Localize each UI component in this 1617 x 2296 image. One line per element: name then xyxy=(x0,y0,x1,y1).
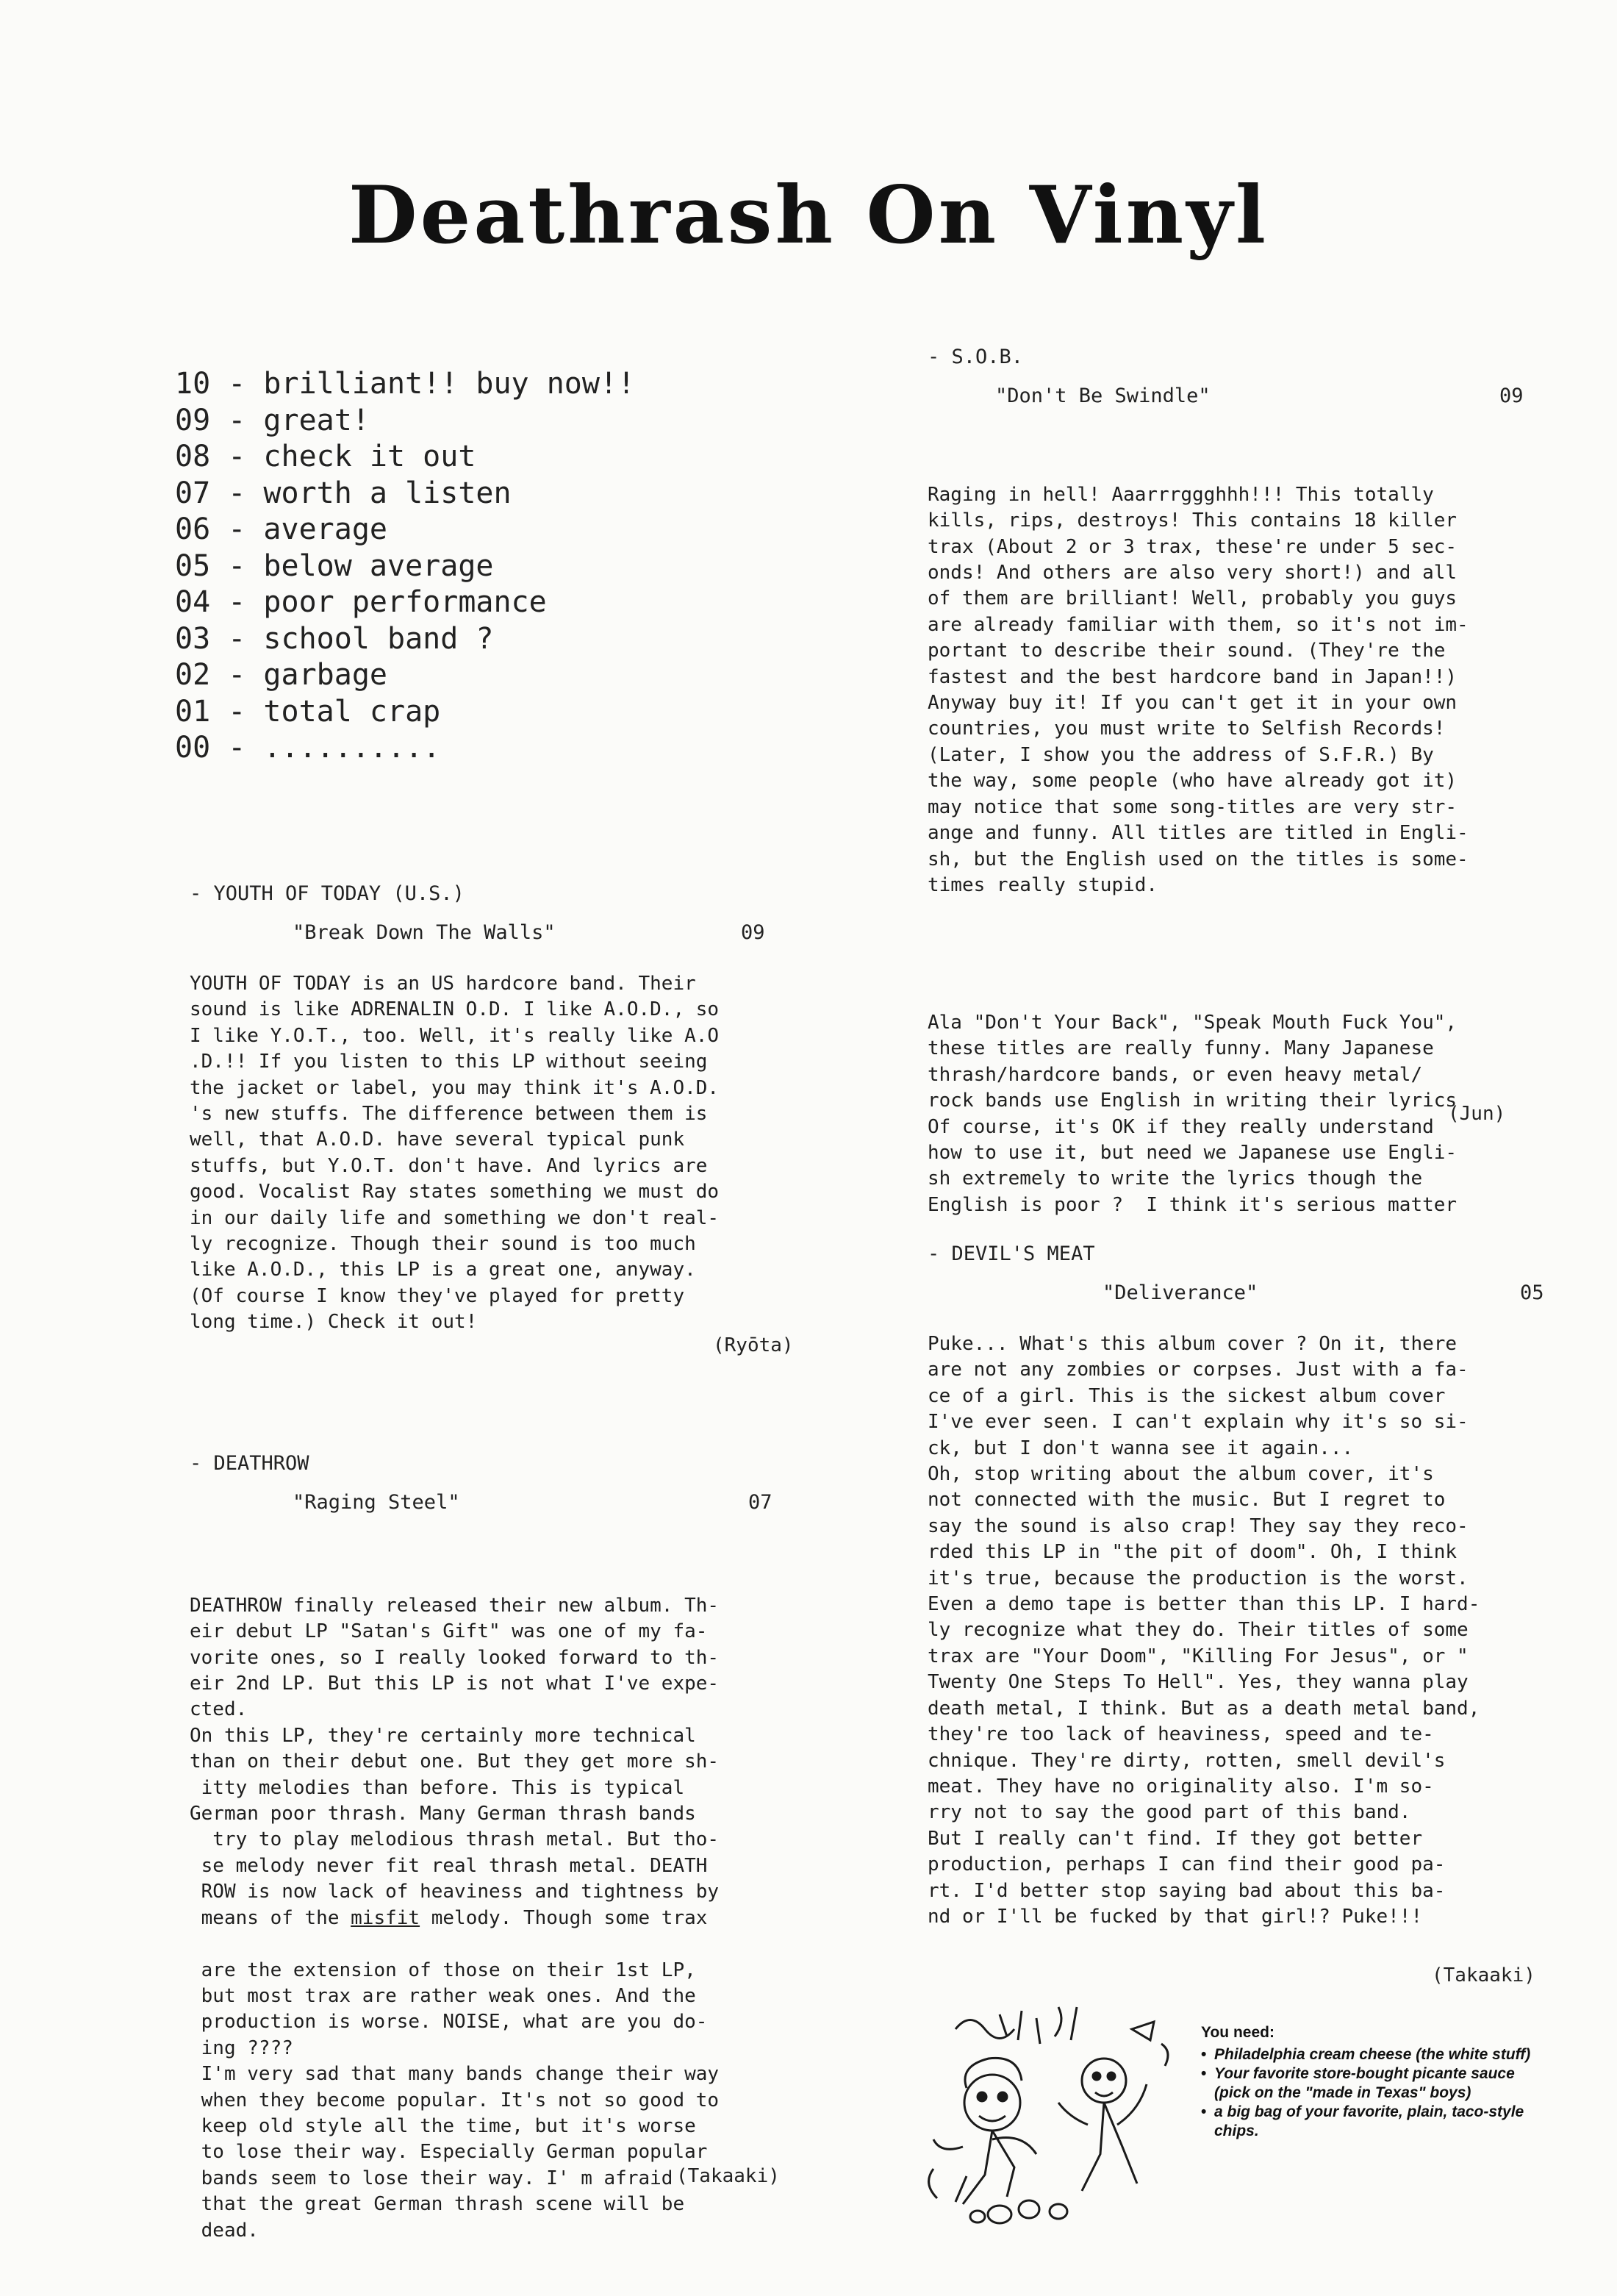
text-line: .D.!! If you listen to this LP without seeing xyxy=(190,1051,708,1073)
review-author: (Ryōta) xyxy=(713,1334,794,1356)
text-line: ck, but I don't wanna see it again... xyxy=(928,1437,1354,1459)
page-title: Deathrash On Vinyl xyxy=(348,169,1269,262)
text-line: I like Y.O.T., too. Well, it's really like A.O xyxy=(190,1024,720,1047)
review-album-title: "Raging Steel" xyxy=(293,1491,460,1514)
rating-row: 08 - check it out xyxy=(175,440,476,473)
rating-row: 06 - average xyxy=(175,512,387,546)
underlined-word: misfit xyxy=(351,1906,420,1929)
review-album-title: "Break Down The Walls" xyxy=(293,921,556,944)
recipe-item: • Philadelphia cream cheese (the white stuff) xyxy=(1201,2045,1554,2064)
text-line: when they become popular. It's not so good to xyxy=(190,2089,720,2111)
text-line: sh, but the English used on the titles is some- xyxy=(928,848,1469,870)
text-line: rded this LP in "the pit of doom". Oh, I think xyxy=(928,1541,1458,1564)
text-line: dead. xyxy=(190,2219,259,2242)
text-line: they're too lack of heaviness, speed and te- xyxy=(928,1723,1434,1746)
text-line: eir 2nd LP. But this LP is not what I've expe- xyxy=(190,1673,720,1695)
review-body xyxy=(190,971,836,1336)
text-line: portant to describe their sound. (They're the xyxy=(928,640,1446,662)
text-line: DEATHROW finally released their new album. Th- xyxy=(190,1594,720,1617)
recipe-item: • a big bag of your favorite, plain, taco-style chips. xyxy=(1201,2103,1554,2141)
rating-row: 01 - total crap xyxy=(175,694,441,729)
text-line: like A.O.D., this LP is a great one, anyway. xyxy=(190,1259,696,1281)
text-line: chnique. They're dirty, rotten, smell devil's xyxy=(928,1749,1446,1772)
text-line: I've ever seen. I can't explain why it's so si- xyxy=(928,1411,1469,1434)
text-line: Ala "Don't Your Back", "Speak Mouth Fuck You", xyxy=(928,1011,1458,1034)
recipe-heading: You need: xyxy=(1201,2024,1274,2041)
text-line: stuffs, but Y.O.T. don't have. And lyrics are xyxy=(190,1154,708,1177)
text-line: nd or I'll be fucked by that girl!? Puke!!! xyxy=(928,1905,1423,1928)
text-line: say the sound is also crap! They say they reco- xyxy=(928,1514,1469,1537)
review-album-title: "Deliverance" xyxy=(1102,1281,1258,1304)
text-line: keep old style all the time, but it's worse xyxy=(190,2114,696,2137)
text-line: are the extension of those on their 1st LP, xyxy=(190,1959,696,1981)
text-line: try to play melodious thrash metal. But tho- xyxy=(190,1828,720,1851)
text-line: YOUTH OF TODAY is an US hardcore band. Their xyxy=(190,973,696,995)
text-line: rry not to say the good part of this band. xyxy=(928,1801,1411,1824)
rating-row: 03 - school band ? xyxy=(175,621,494,656)
review-score: 09 xyxy=(1499,385,1524,407)
rating-row: 00 - .......... xyxy=(175,731,441,765)
text-line: of them are brilliant! Well, probably you guys xyxy=(928,587,1458,610)
review-score: 07 xyxy=(748,1491,772,1514)
text-line: vorite ones, so I really looked forward to th- xyxy=(190,1646,720,1669)
rating-row: 10 - brilliant!! buy now!! xyxy=(175,367,636,401)
text-line: sound is like ADRENALIN O.D. I like A.O.D., so xyxy=(190,998,720,1021)
text-line: death metal, I think. But as a death metal band, xyxy=(928,1697,1480,1720)
text-line: Raging in hell! Aaarrrggghhh!!! This totally xyxy=(928,483,1434,506)
text-line: Puke... What's this album cover ? On it, there xyxy=(928,1333,1458,1355)
text-line: but most trax are rather weak ones. And the xyxy=(190,1984,696,2007)
text-line: Of course, it's OK if they really understand xyxy=(928,1115,1434,1138)
text-line: may notice that some song-titles are very str- xyxy=(928,795,1458,818)
text-line: rock bands use English in writing their lyrics xyxy=(928,1090,1458,1112)
text-line: eir debut LP "Satan's Gift" was one of my fa- xyxy=(190,1620,708,1643)
rating-row: 04 - poor performance xyxy=(175,585,547,619)
rating-row: 02 - garbage xyxy=(175,658,387,692)
text-line: On this LP, they're certainly more technical xyxy=(190,1724,696,1747)
text-line: Twenty One Steps To Hell". Yes, they wanna play xyxy=(928,1671,1469,1694)
text-line: (Of course I know they've played for pretty xyxy=(190,1284,685,1307)
text-line: means of the xyxy=(190,1906,351,1929)
text-line: production, perhaps I can find their good pa- xyxy=(928,1853,1446,1876)
review-album-title: "Don't Be Swindle" xyxy=(995,385,1211,407)
text-line: But I really can't find. If they got better xyxy=(928,1827,1423,1850)
text-line: the jacket or label, you may think it's A.O.D. xyxy=(190,1076,720,1099)
text-line: Even a demo tape is better than this LP. I hard- xyxy=(928,1593,1480,1616)
text-line: bands seem to lose their way. I' m afraid xyxy=(190,2167,673,2189)
text-line: that the great German thrash scene will be xyxy=(190,2193,685,2216)
text-line: meat. They have no originality also. I'm so- xyxy=(928,1775,1434,1798)
text-line: ly recognize. Though their sound is too much xyxy=(190,1233,696,1256)
text-line: ce of a girl. This is the sickest album cover xyxy=(928,1384,1446,1407)
review-body xyxy=(928,1331,1574,1930)
text-line: it's true, because the production is the worst. xyxy=(928,1567,1469,1589)
review-youth-of-today xyxy=(190,882,836,1356)
text-line: than on their debut one. But they get more sh- xyxy=(190,1750,720,1773)
text-line: (Later, I show you the address of S.F.R.) By xyxy=(928,743,1434,766)
review-score: 05 xyxy=(1520,1281,1544,1304)
text-line: Anyway buy it! If you can't get it in your own xyxy=(928,692,1458,715)
text-line: the way, some people (who have already got it) xyxy=(928,770,1458,793)
review-body-part: melody. Though some trax xyxy=(420,1906,708,1929)
text-line: onds! And others are also very short!) and all xyxy=(928,562,1458,584)
text-line: production is worse. NOISE, what are you do- xyxy=(190,2011,708,2034)
rating-row: 09 - great! xyxy=(175,403,370,437)
review-devils-meat xyxy=(928,1242,1574,1986)
text-line: countries, you must write to Selfish Records! xyxy=(928,718,1446,740)
review-band-name: - DEVIL'S MEAT xyxy=(928,1242,1095,1265)
recipe-box xyxy=(1201,2023,1554,2141)
text-line: trax (About 2 or 3 trax, these're under 5 sec- xyxy=(928,535,1458,558)
text-line: rt. I'd better stop saying bad about this ba- xyxy=(928,1879,1446,1902)
review-author: (Takaaki) xyxy=(676,2165,780,2187)
text-line: ly recognize what they do. Their titles of some xyxy=(928,1619,1469,1642)
text-line: well, that A.O.D. have several typical punk xyxy=(190,1129,685,1151)
text-line: kills, rips, destroys! This contains 18 killer xyxy=(928,509,1458,532)
text-line: ing ???? xyxy=(190,2036,293,2059)
text-line: are already familiar with them, so it's not im- xyxy=(928,613,1469,636)
text-line: in our daily life and something we don't real- xyxy=(190,1206,720,1229)
recipe-item: • Your favorite store-bought picante sauce (pick on the "made in Texas" boys) xyxy=(1201,2064,1554,2103)
review-deathrow xyxy=(190,1452,836,2296)
review-body-part xyxy=(928,482,1574,899)
text-line: fastest and the best hardcore band in Japan!!) xyxy=(928,665,1458,688)
text-line: se melody never fit real thrash metal. DEATH xyxy=(190,1854,708,1877)
text-line: long time.) Check it out! xyxy=(190,1311,478,1334)
text-line: German poor thrash. Many German thrash bands xyxy=(190,1803,696,1825)
review-body-part xyxy=(190,1958,836,2244)
text-line: 's new stuffs. The difference between them is xyxy=(190,1103,708,1126)
text-line: Oh, stop writing about the album cover, it's xyxy=(928,1463,1434,1486)
text-line: I'm very sad that many bands change their way xyxy=(190,2063,720,2086)
text-line: ROW is now lack of heaviness and tightness by xyxy=(190,1881,720,1903)
text-line: itty melodies than before. This is typical xyxy=(190,1776,685,1799)
text-line: good. Vocalist Ray states something we must do xyxy=(190,1181,720,1204)
recipe-list xyxy=(1201,2045,1554,2141)
rating-row: 05 - below average xyxy=(175,548,494,583)
cartoon-illustration xyxy=(911,2000,1191,2228)
review-author: (Jun) xyxy=(1448,1103,1506,1125)
review-band-name: - DEATHROW xyxy=(190,1452,309,1475)
text-line: how to use it, but need we Japanese use Engli- xyxy=(928,1141,1458,1164)
review-sob xyxy=(928,346,1574,1270)
text-line: trax are "Your Doom", "Killing For Jesus", or " xyxy=(928,1645,1469,1667)
rating-scale xyxy=(175,366,635,767)
rating-row: 07 - worth a listen xyxy=(175,476,512,510)
text-line: ange and funny. All titles are titled in Engli- xyxy=(928,822,1469,845)
text-line: these titles are really funny. Many Japanese xyxy=(928,1037,1434,1060)
text-line: not connected with the music. But I regret to xyxy=(928,1489,1446,1512)
review-band-name: - S.O.B. xyxy=(928,346,1024,368)
text-line: are not any zombies or corpses. Just with a fa- xyxy=(928,1359,1469,1381)
review-score: 09 xyxy=(741,921,765,944)
text-line: sh extremely to write the lyrics though the xyxy=(928,1167,1423,1190)
text-line: cted. xyxy=(190,1698,248,1721)
review-band-name: - YOUTH OF TODAY (U.S.) xyxy=(190,882,465,905)
text-line: to lose their way. Especially German popular xyxy=(190,2141,708,2164)
text-line: English is poor ? I think it's serious matter xyxy=(928,1193,1458,1216)
review-author: (Takaaki) xyxy=(1432,1964,1535,1986)
text-line: thrash/hardcore bands, or even heavy metal/ xyxy=(928,1063,1423,1086)
text-line: times really stupid. xyxy=(928,873,1158,896)
review-body-part xyxy=(190,1593,836,1929)
review-body xyxy=(928,430,1574,1270)
